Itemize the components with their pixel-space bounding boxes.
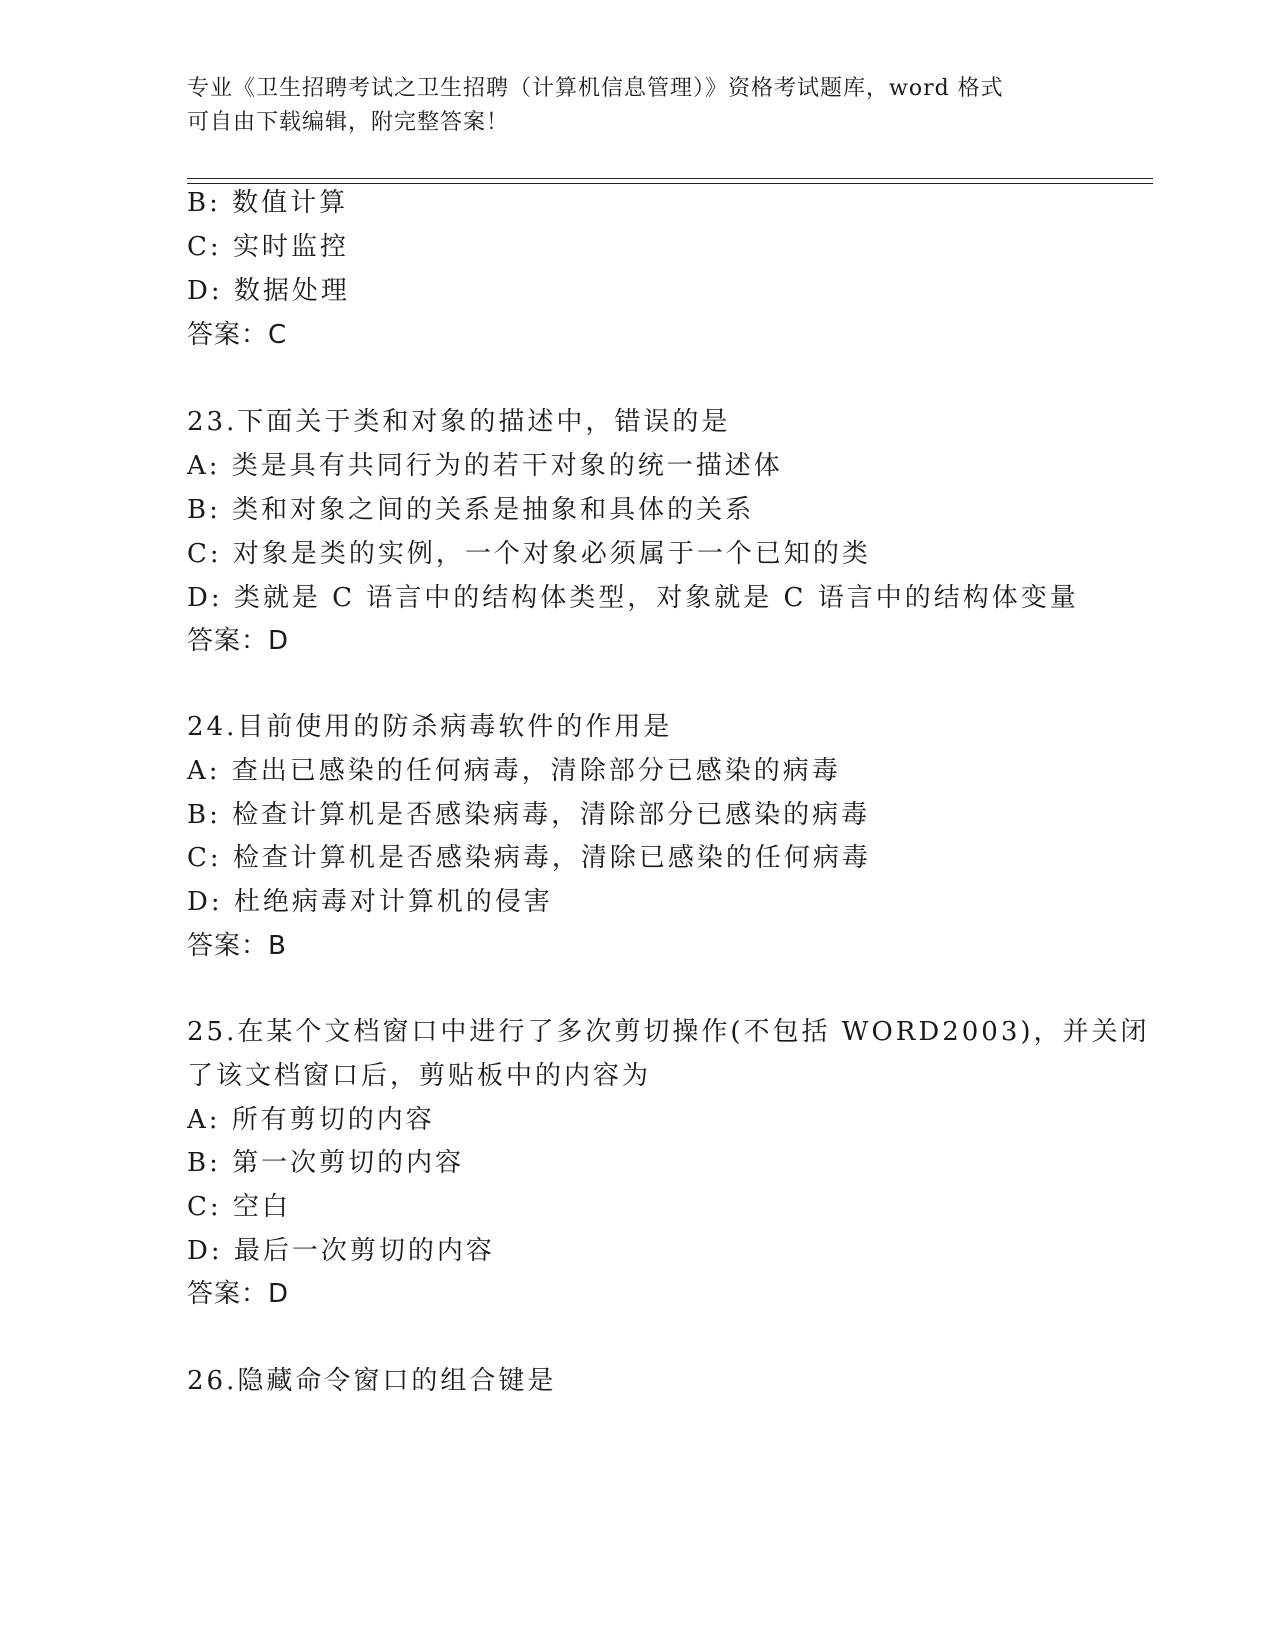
- question-23: 23.下面关于类和对象的描述中，错误的是: [187, 407, 731, 437]
- question-26: 26.隐藏命令窗口的组合键是: [187, 1366, 557, 1396]
- option-c: C: 实时监控: [187, 232, 349, 262]
- question-24: 24.目前使用的防杀病毒软件的作用是: [187, 712, 673, 742]
- option-b: B: 第一次剪切的内容: [187, 1148, 465, 1178]
- answer: 答案：D: [187, 1279, 290, 1309]
- option-a: A: 所有剪切的内容: [187, 1105, 435, 1135]
- option-d: D: 类就是 C 语言中的结构体类型，对象就是 C 语言中的结构体变量: [187, 583, 1079, 613]
- answer: 答案：C: [187, 320, 288, 350]
- option-d: D: 杜绝病毒对计算机的侵害: [187, 887, 553, 917]
- option-b: B: 数值计算: [187, 188, 349, 218]
- option-a: A: 查出已感染的任何病毒，清除部分已感染的病毒: [187, 756, 841, 786]
- option-d: D: 最后一次剪切的内容: [187, 1236, 495, 1266]
- answer: 答案：D: [187, 626, 290, 656]
- header-divider-top: [187, 178, 1153, 179]
- option-d: D: 数据处理: [187, 276, 350, 306]
- option-b: B: 类和对象之间的关系是抽象和具体的关系: [187, 495, 755, 525]
- header-line-1: 专业《卫生招聘考试之卫生招聘（计算机信息管理）》资格考试题库，word 格式: [187, 76, 1004, 101]
- document-header: [187, 72, 1067, 140]
- option-c: C: 对象是类的实例，一个对象必须属于一个已知的类: [187, 539, 871, 569]
- answer: 答案：B: [187, 931, 287, 961]
- option-c: C: 检查计算机是否感染病毒，清除已感染的任何病毒: [187, 843, 871, 873]
- option-b: B: 检查计算机是否感染病毒，清除部分已感染的病毒: [187, 800, 871, 830]
- option-a: A: 类是具有共同行为的若干对象的统一描述体: [187, 451, 783, 481]
- question-25-continued: 了该文档窗口后，剪贴板中的内容为: [187, 1061, 652, 1091]
- question-25: 25.在某个文档窗口中进行了多次剪切操作(不包括 WORD2003)，并关闭: [187, 1017, 1150, 1047]
- header-divider-bottom: [187, 183, 1153, 184]
- header-line-2: 可自由下载编辑，附完整答案！: [187, 110, 510, 135]
- option-c: C: 空白: [187, 1192, 291, 1222]
